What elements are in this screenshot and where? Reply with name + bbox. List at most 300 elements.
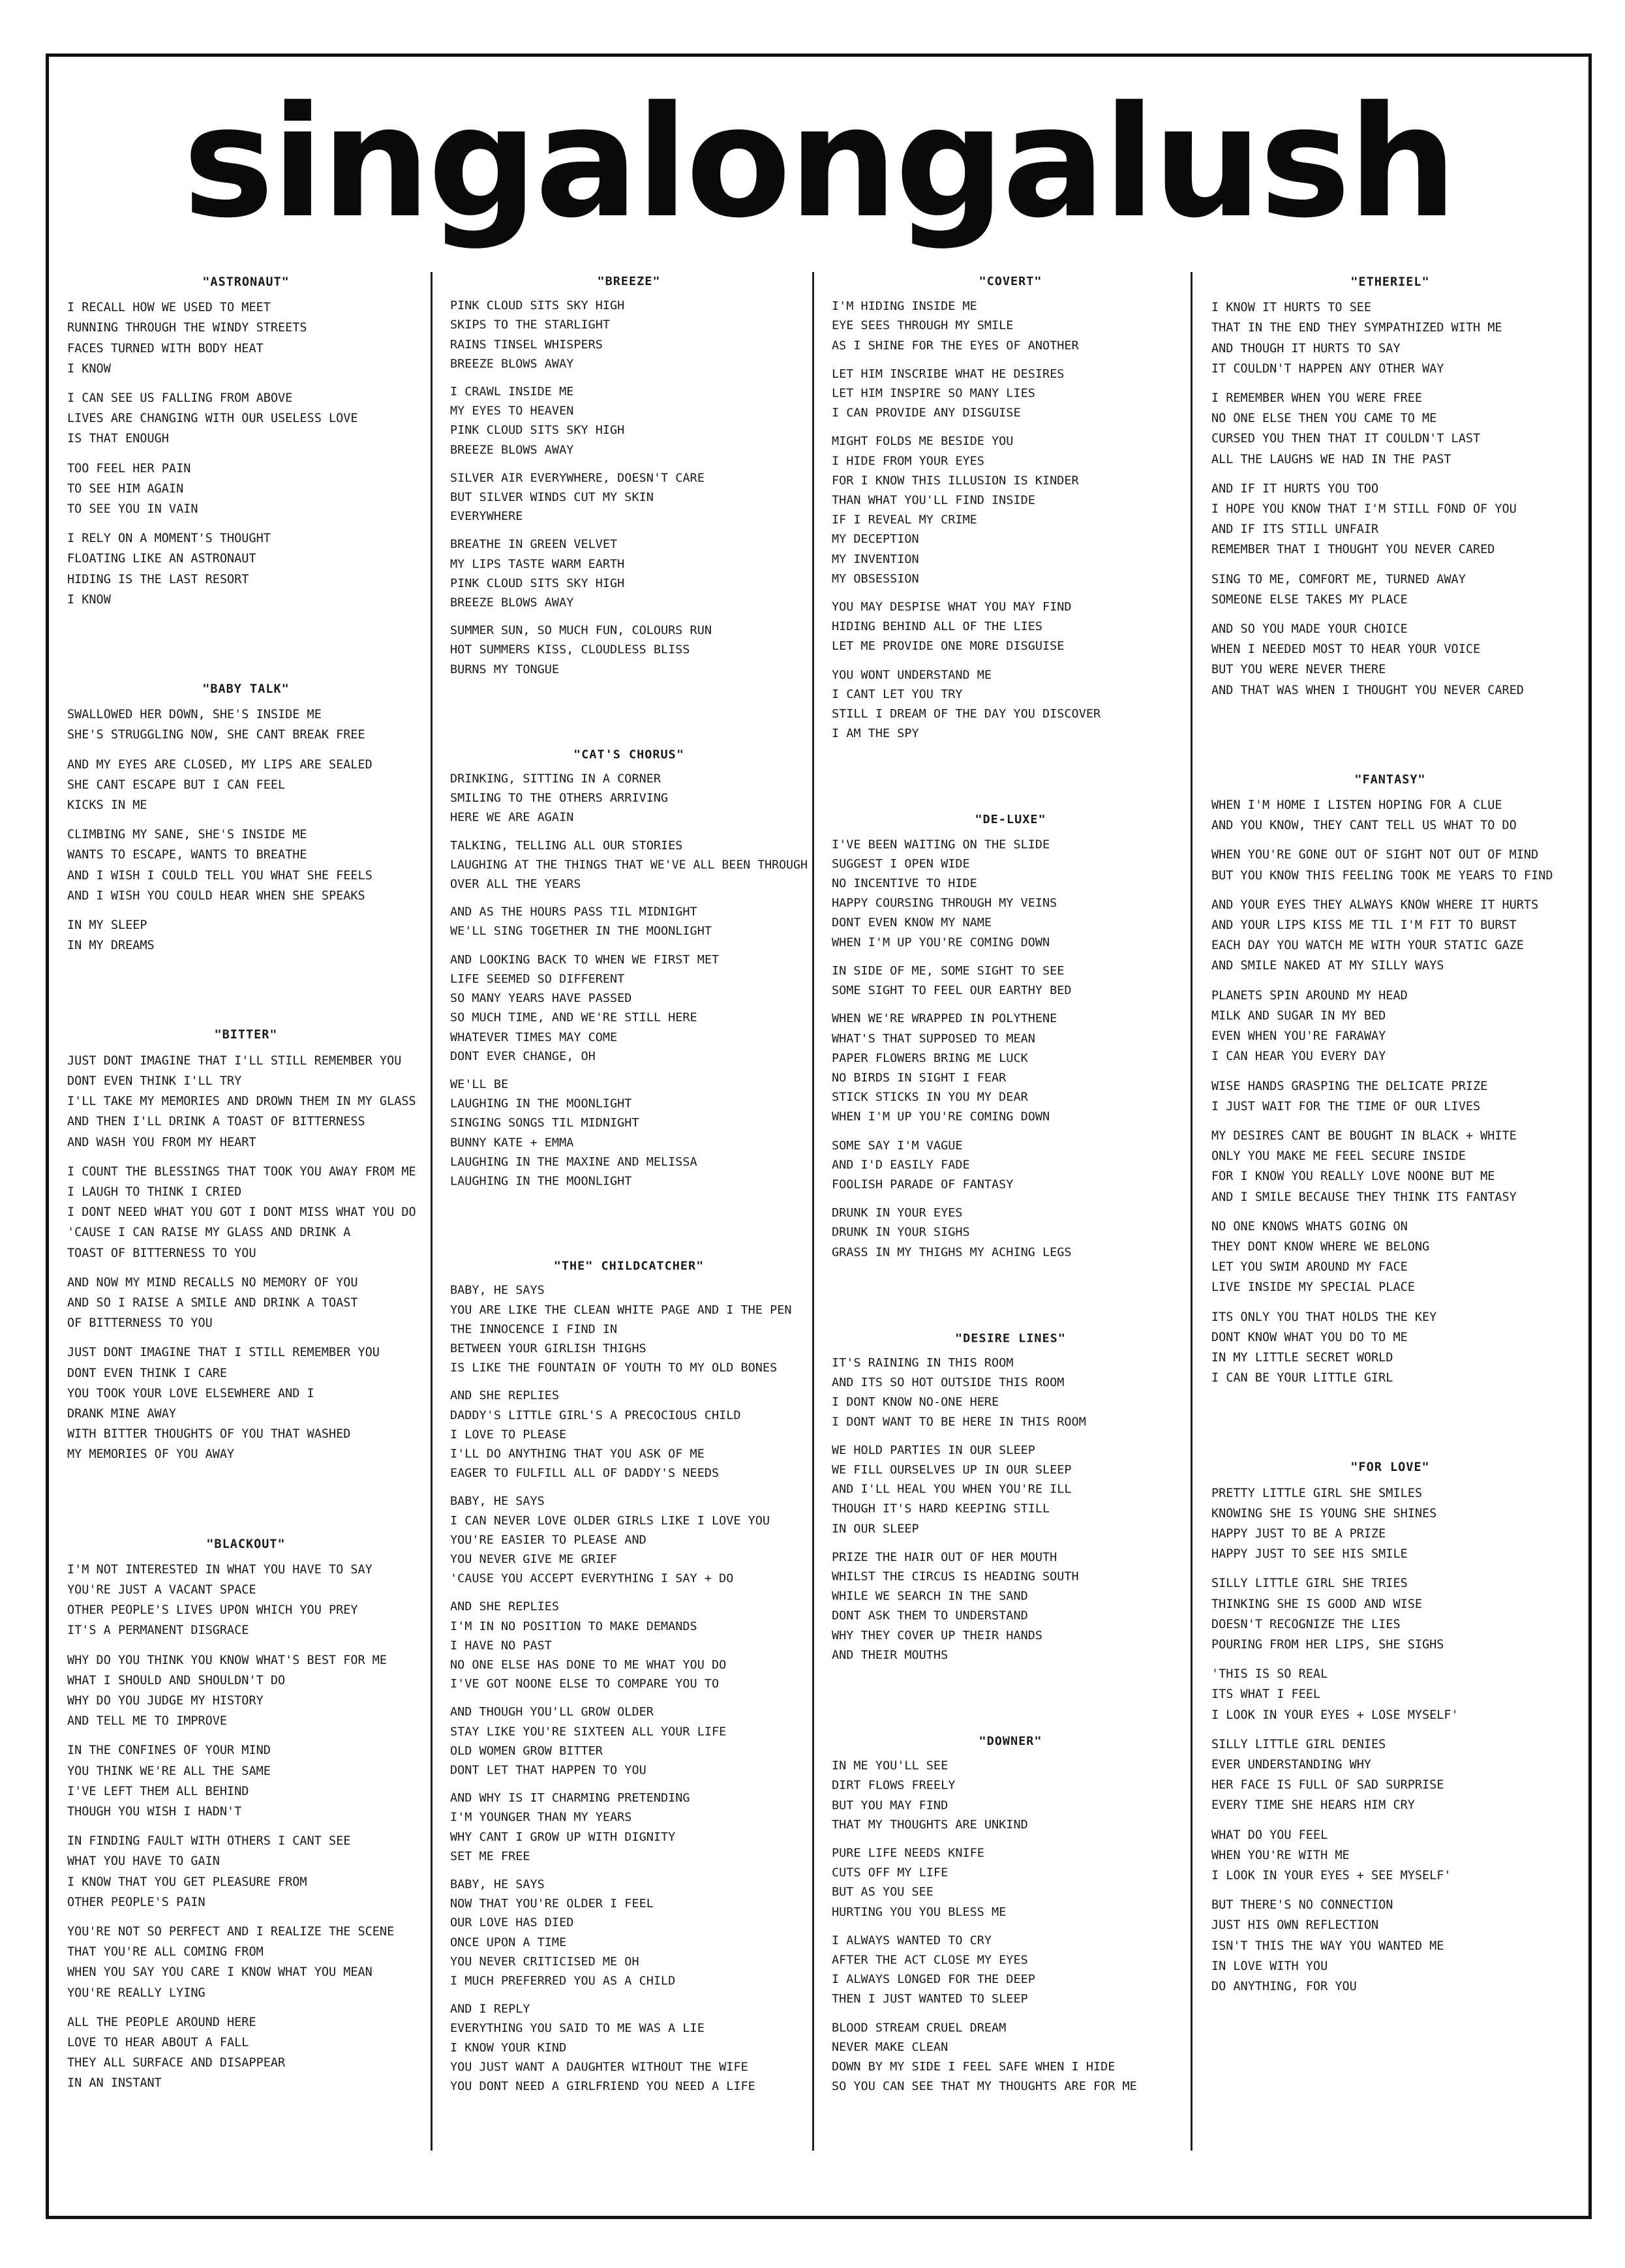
lyric-line: THAT MY THOUGHTS ARE UNKIND [832,1818,1028,1832]
lyric-line: EACH DAY YOU WATCH ME WITH YOUR STATIC GAZE [1211,939,1524,953]
lyric-line: EVEN WHEN YOU'RE FARAWAY [1211,1029,1386,1044]
lyric-line: AND LOOKING BACK TO WHEN WE FIRST MET [450,953,720,967]
lyric-line: AND ITS SO HOT OUTSIDE THIS ROOM [832,1376,1065,1389]
lyric-line: AND IF IT HURTS YOU TOO [1211,481,1379,496]
song-title: "ASTRONAUT" [202,275,290,289]
lyric-line: LOVE TO HEAR ABOUT A FALL [67,2036,249,2050]
lyric-line: AND IF ITS STILL UNFAIR [1211,522,1379,537]
song [1211,272,1569,701]
lyric-line: NO BIRDS IN SIGHT I FEAR [832,1071,1007,1085]
lyric-line: DRANK MINE AWAY [67,1406,177,1421]
lyric-line: 'CAUSE I CAN RAISE MY GLASS AND DRINK A [67,1226,351,1240]
lyric-line: YOU NEVER CRITICISED ME OH [450,1955,639,1969]
stanza [832,364,1189,423]
lyric-line: I KNOW [67,592,111,607]
lyric-line: I'M NOT INTERESTED IN WHAT YOU HAVE TO SAY [67,1562,372,1577]
lyric-line: FLOATING LIKE AN ASTRONAUT [67,552,256,566]
lyric-line: DONT EVER CHANGE, OH [450,1050,596,1063]
lyric-line: I CANT LET YOU TRY [832,688,963,701]
lyric-line: SO YOU CAN SEE THAT MY THOUGHTS ARE FOR ME [832,2079,1137,2093]
song-title: "COVERT" [979,275,1042,289]
stanza [450,1875,808,1991]
lyric-line: WHAT YOU HAVE TO GAIN [67,1854,220,1869]
lyric-line: SOME SIGHT TO FEEL OUR EARTHY BED [832,984,1072,997]
lyric-line: AND SHE REPLIES [450,1389,560,1403]
stanza [450,621,808,679]
lyric-line: SILLY LITTLE GIRL DENIES [1211,1737,1386,1751]
lyric-line: I JUST WAIT FOR THE TIME OF OUR LIVES [1211,1099,1481,1113]
lyric-line: I DONT WANT TO BE HERE IN THIS ROOM [832,1415,1086,1429]
lyric-line: IN MY LITTLE SECRET WORLD [1211,1350,1393,1365]
lyric-line: LIVE INSIDE MY SPECIAL PLACE [1211,1280,1415,1295]
lyric-line: WE'LL BE [450,1078,509,1091]
lyric-line: WHEN I'M UP YOU'RE COMING DOWN [832,935,1050,950]
stanza [450,769,808,827]
lyric-line: THAT IN THE END THEY SYMPATHIZED WITH ME [1211,321,1502,335]
stanza [1211,1217,1569,1298]
lyric-line: NO INCENTIVE TO HIDE [832,877,977,890]
lyric-line: DO ANYTHING, FOR YOU [1211,1980,1357,1994]
lyric-line: LET HIM INSPIRE SO MANY LIES [832,387,1035,401]
lyric-line: BUT YOU KNOW THIS FEELING TOOK ME YEARS TO FIND [1211,868,1553,883]
lyric-line: JUST DONT IMAGINE THAT I'LL STILL REMEMBER YOU [67,1053,402,1068]
lyric-line: NO ONE KNOWS WHATS GOING ON [1211,1219,1408,1233]
lyric-line: WE HOLD PARTIES IN OUR SLEEP [832,1444,1035,1457]
lyric-line: I'M IN NO POSITION TO MAKE DEMANDS [450,1620,697,1633]
lyric-line: THOUGH IT'S HARD KEEPING STILL [832,1502,1050,1516]
stanza [67,1650,425,1732]
lyric-line: I RECALL HOW WE USED TO MEET [67,301,271,315]
stanza [450,1597,808,1694]
lyric-line: AND THAT WAS WHEN I THOUGHT YOU NEVER CARED [1211,683,1524,697]
lyric-line: THAN WHAT YOU'LL FIND INSIDE [832,494,1035,507]
lyric-line: I ALWAYS WANTED TO CRY [832,1933,992,1948]
lyric-line: I'VE GOT NOONE ELSE TO COMPARE YOU TO [450,1678,720,1691]
lyric-line: TO SEE YOU IN VAIN [67,502,198,517]
lyric-line: AND YOU KNOW, THEY CANT TELL US WHAT TO DO [1211,819,1517,833]
song [67,1474,425,2094]
song-title: "BLACKOUT" [206,1537,286,1551]
lyric-line: LIVES ARE CHANGING WITH OUR USELESS LOVE [67,412,358,426]
lyric-line: GRASS IN MY THIGHS MY ACHING LEGS [832,1245,1072,1259]
lyric-line: HAPPY COURSING THROUGH MY VEINS [832,896,1057,911]
lyric-line: 'THIS IS SO REAL [1211,1667,1328,1682]
lyric-line: DADDY'S LITTLE GIRL'S A PRECOCIOUS CHILD [450,1408,741,1422]
song-title: "BABY TALK" [202,682,290,697]
stanza [832,665,1189,744]
lyric-line: IT'S RAINING IN THIS ROOM [832,1356,1014,1370]
lyric-line: SET ME FREE [450,1850,530,1864]
lyric-line: JUST HIS OWN REFLECTION [1211,1918,1379,1933]
lyric-line: MY INVENTION [832,552,919,566]
lyric-line: I LAUGH TO THINK I CRIED [67,1185,242,1199]
stanza [450,1387,808,1483]
lyric-line: BETWEEN YOUR GIRLISH THIGHS [450,1342,646,1355]
stanza [832,432,1189,588]
lyric-line: I KNOW IT HURTS TO SEE [1211,301,1372,315]
lyric-line: MY MEMORIES OF YOU AWAY [67,1447,235,1462]
stanza [832,961,1189,1001]
lyric-line: SKIPS TO THE STARLIGHT [450,318,611,332]
lyric-line: AND MY EYES ARE CLOSED, MY LIPS ARE SEALED [67,757,372,772]
stanza [832,1757,1189,1835]
stanza [1211,1895,1569,1997]
song [67,272,425,610]
stanza [1211,479,1569,560]
song [832,272,1189,744]
lyric-line: ONLY YOU MAKE ME FEEL SECURE INSIDE [1211,1149,1466,1164]
lyric-line: DONT EVEN THINK I CARE [67,1366,228,1380]
stanza [1211,1573,1569,1655]
lyrics-column-4 [1211,272,1569,2006]
lyric-line: REMEMBER THAT I THOUGHT YOU NEVER CARED [1211,543,1495,557]
lyrics-column-1 [67,272,425,2103]
song-title: "BREEZE" [597,275,661,288]
song-title: "FOR LOVE" [1350,1460,1430,1475]
lyric-line: WHILST THE CIRCUS IS HEADING SOUTH [832,1570,1079,1584]
lyric-line: AND I REPLY [450,2003,530,2016]
stanza [1211,845,1569,885]
lyric-line: DOESN'T RECOGNIZE THE LIES [1211,1617,1401,1631]
lyric-line: BABY, HE SAYS [450,1284,545,1297]
lyric-line: WHY THEY COVER UP THEIR HANDS [832,1629,1043,1642]
lyric-line: SOME SAY I'M VAGUE [832,1138,963,1153]
stanza [67,1342,425,1464]
lyric-line: JUST DONT IMAGINE THAT I STILL REMEMBER YOU [67,1346,380,1360]
lyric-line: POURING FROM HER LIPS, SHE SIGHS [1211,1637,1444,1652]
lyric-line: YOU THINK WE'RE ALL THE SAME [67,1764,271,1778]
song [1211,710,1569,1388]
stanza [450,950,808,1066]
lyric-line: IN ME YOU'LL SEE [832,1759,949,1773]
song-title: "DESIRE LINES" [955,1331,1066,1346]
stanza [1211,1734,1569,1816]
lyrics-column-2 [450,272,808,2105]
stanza [67,1162,425,1263]
stanza [1211,297,1569,379]
lyric-line: I LOOK IN YOUR EYES + LOSE MYSELF' [1211,1708,1459,1722]
lyric-line: WHILE WE SEARCH IN THE SAND [832,1590,1028,1603]
lyric-line: WHAT'S THAT SUPPOSED TO MEAN [832,1032,1035,1046]
lyric-line: ITS ONLY YOU THAT HOLDS THE KEY [1211,1310,1437,1324]
stanza [450,2000,808,2096]
lyric-line: IT'S A PERMANENT DISGRACE [67,1624,249,1638]
lyric-line: ISN'T THIS THE WAY YOU WANTED ME [1211,1939,1444,1953]
song-title: "DOWNER" [979,1734,1042,1748]
lyric-line: I CAN BE YOUR LITTLE GIRL [1211,1371,1393,1385]
lyric-line: SHE CANT ESCAPE BUT I CAN FEEL [67,778,286,792]
lyric-line: EVER UNDERSTANDING WHY [1211,1757,1372,1772]
lyric-line: I ALWAYS LONGED FOR THE DEEP [832,1973,1035,1987]
song [832,1271,1189,1665]
lyric-line: HOT SUMMERS KISS, CLOUDLESS BLISS [450,643,690,657]
lyric-line: I RELY ON A MOMENT'S THOUGHT [67,532,271,546]
lyric-line: WHY DO YOU THINK YOU KNOW WHAT'S BEST FOR ME [67,1653,387,1667]
lyric-line: ALL THE PEOPLE AROUND HERE [67,2015,256,2029]
lyric-line: I LOOK IN YOUR EYES + SEE MYSELF' [1211,1869,1451,1882]
lyric-line: TALKING, TELLING ALL OUR STORIES [450,839,683,853]
lyric-line: I'VE BEEN WAITING ON THE SLIDE [832,838,1050,851]
lyric-line: KNOWING SHE IS YOUNG SHE SHINES [1211,1506,1437,1520]
lyric-line: THOUGH YOU WISH I HADN'T [67,1804,242,1819]
song-title: "DE-LUXE" [975,813,1046,827]
stanza [832,1931,1189,2009]
lyric-line: IN LOVE WITH YOU [1211,1959,1328,1973]
stanza [832,1353,1189,1432]
lyric-line: MY DESIRES CANT BE BOUGHT IN BLACK + WHITE [1211,1128,1517,1143]
song [67,965,425,1464]
lyric-line: KICKS IN ME [67,798,147,813]
lyric-line: DRINKING, SITTING IN A CORNER [450,772,661,786]
song [832,752,1189,1262]
stanza [450,1789,808,1866]
lyric-line: BUT AS YOU SEE [832,1886,934,1899]
lyric-line: THEY DONT KNOW WHERE WE BELONG [1211,1239,1430,1254]
song [450,688,808,1191]
lyric-line: I KNOW THAT YOU GET PLEASURE FROM [67,1875,307,1889]
lyric-line: I CAN HEAR YOU EVERY DAY [1211,1050,1386,1064]
lyric-line: LET ME PROVIDE ONE MORE DISGUISE [832,639,1065,654]
lyric-line: OTHER PEOPLE'S LIVES UPON WHICH YOU PREY [67,1603,358,1618]
lyric-line: I DONT NEED WHAT YOU GOT I DONT MISS WHAT YOU DO [67,1205,416,1220]
lyric-line: CURSED YOU THEN THAT IT COULDN'T LAST [1211,432,1481,446]
stanza [67,824,425,906]
lyric-line: I COUNT THE BLESSINGS THAT TOOK YOU AWAY FROM ME [67,1164,416,1179]
lyric-line: NOW THAT YOU'RE OLDER I FEEL [450,1897,654,1911]
lyric-line: YOU WONT UNDERSTAND ME [832,668,992,682]
lyric-line: LAUGHING IN THE MOONLIGHT [450,1097,632,1111]
song-title: "CAT'S CHORUS" [573,748,684,761]
lyric-line: I KNOW YOUR KIND [450,2041,567,2055]
lyric-line: AND I SMILE BECAUSE THEY THINK ITS FANTASY [1211,1190,1517,1204]
lyric-line: WE'LL SING TOGETHER IN THE MOONLIGHT [450,925,712,939]
lyric-line: I LOVE TO PLEASE [450,1428,567,1442]
stanza [67,1740,425,1822]
lyric-line: THAT YOU'RE ALL COMING FROM [67,1945,264,1959]
lyric-line: WHEN WE'RE WRAPPED IN POLYTHENE [832,1012,1057,1026]
lyric-line: SING TO ME, COMFORT ME, TURNED AWAY [1211,572,1466,586]
song-title: "BITTER" [214,1028,278,1042]
lyric-line: IN AN INSTANT [67,2076,162,2091]
lyric-line: LAUGHING AT THE THINGS THAT WE'VE ALL BEEN THROUGH [450,858,808,872]
lyric-line: HERE WE ARE AGAIN [450,811,574,824]
lyric-line: NO ONE ELSE HAS DONE TO ME WHAT YOU DO [450,1658,727,1672]
lyric-line: I AM THE SPY [832,727,919,740]
lyric-line: AND WHY IS IT CHARMING PRETENDING [450,1792,690,1806]
lyric-line: I HIDE FROM YOUR EYES [832,454,984,468]
lyric-line: I DONT KNOW NO-ONE HERE [832,1395,999,1409]
lyric-line: LIFE SEEMED SO DIFFERENT [450,973,625,986]
lyric-line: WHEN YOU'RE GONE OUT OF SIGHT NOT OUT OF MIND [1211,848,1539,862]
column-divider [1191,272,1192,2151]
lyric-line: BREEZE BLOWS AWAY [450,357,574,370]
stanza [450,836,808,894]
lyric-line: PAPER FLOWERS BRING ME LUCK [832,1051,1028,1065]
lyric-line: SUGGEST I OPEN WIDE [832,857,970,871]
lyric-line: BUNNY KATE + EMMA [450,1136,574,1149]
lyric-line: OLD WOMEN GROW BITTER [450,1744,603,1758]
stanza [1211,1825,1569,1886]
lyric-line: CLIMBING MY SANE, SHE'S INSIDE ME [67,828,307,842]
lyric-line: WHY CANT I GROW UP WITH DIGNITY [450,1830,676,1844]
lyric-line: AND THOUGH IT HURTS TO SAY [1211,341,1401,355]
lyric-line: ITS WHAT I FEEL [1211,1687,1321,1702]
lyric-line: BABY, HE SAYS [450,1494,545,1508]
lyric-line: I HOPE YOU KNOW THAT I'M STILL FOND OF YOU [1211,502,1517,517]
stanza [67,1051,425,1153]
lyric-line: DONT KNOW WHAT YOU DO TO ME [1211,1330,1408,1344]
stanza [450,1702,808,1780]
lyric-line: IN MY DREAMS [67,939,155,953]
stanza [1211,619,1569,701]
lyric-line: AND SHE REPLIES [450,1600,560,1614]
stanza [1211,1664,1569,1725]
lyric-line: DONT EVEN KNOW MY NAME [832,916,992,930]
lyric-line: DRUNK IN YOUR SIGHS [832,1226,970,1239]
lyric-line: I'VE LEFT THEM ALL BEHIND [67,1784,249,1798]
lyric-line: EVERYTHING YOU SAID TO ME WAS A LIE [450,2022,705,2035]
lyric-line: YOU'RE EASIER TO PLEASE AND [450,1534,646,1547]
song-title: "THE" CHILDCATCHER" [553,1260,705,1273]
lyric-line: AND TELL ME TO IMPROVE [67,1714,228,1729]
stanza [832,1203,1189,1262]
lyric-line: EYE SEES THROUGH MY SMILE [832,319,1014,333]
lyric-line: YOU'RE NOT SO PERFECT AND I REALIZE THE SCENE [67,1925,395,1939]
lyric-line: NO ONE ELSE THEN YOU CAME TO ME [1211,412,1437,426]
lyric-line: HURTING YOU YOU BLESS ME [832,1905,1007,1919]
lyric-line: WHATEVER TIMES MAY COME [450,1031,618,1044]
lyric-line: WHAT I SHOULD AND SHOULDN'T DO [67,1673,286,1687]
lyric-line: IS THAT ENOUGH [67,432,169,446]
lyric-line: AND THEN I'LL DRINK A TOAST OF BITTERNESS [67,1115,365,1129]
stanza [832,835,1189,952]
lyric-line: AND THOUGH YOU'LL GROW OLDER [450,1706,654,1719]
song [450,272,808,679]
column-divider [812,272,814,2151]
lyric-line: TOAST OF BITTERNESS TO YOU [67,1246,256,1260]
lyric-line: YOU'RE JUST A VACANT SPACE [67,1582,256,1597]
lyric-line: RAINS TINSEL WHISPERS [450,338,603,352]
stanza [1211,895,1569,976]
stanza [1211,795,1569,836]
lyric-line: AND SMILE NAKED AT MY SILLY WAYS [1211,959,1444,973]
lyric-line: OTHER PEOPLE'S PAIN [67,1895,205,1909]
lyric-line: MY EYES TO HEAVEN [450,404,574,418]
lyric-line: YOU'RE REALLY LYING [67,1986,205,2000]
lyric-line: HIDING BEHIND ALL OF THE LIES [832,620,1043,634]
lyric-line: STILL I DREAM OF THE DAY YOU DISCOVER [832,707,1101,721]
lyric-line: YOU TOOK YOUR LOVE ELSEWHERE AND I [67,1386,314,1400]
lyric-line: AS I SHINE FOR THE EYES OF ANOTHER [832,339,1079,352]
stanza [450,382,808,460]
lyric-line: THINKING SHE IS GOOD AND WISE [1211,1597,1423,1611]
lyric-line: I'M YOUNGER THAN MY YEARS [450,1811,632,1824]
lyric-line: ONCE UPON A TIME [450,1936,567,1950]
lyric-line: THEY ALL SURFACE AND DISAPPEAR [67,2056,286,2070]
lyric-line: LAUGHING IN THE MOONLIGHT [450,1175,632,1188]
lyric-line: PLANETS SPIN AROUND MY HEAD [1211,988,1408,1003]
stanza [832,597,1189,656]
lyric-line: SUMMER SUN, SO MUCH FUN, COLOURS RUN [450,624,712,638]
lyric-line: MIGHT FOLDS ME BESIDE YOU [832,434,1014,449]
lyric-line: PURE LIFE NEEDS KNIFE [832,1847,984,1860]
lyric-line: SILLY LITTLE GIRL SHE TRIES [1211,1577,1408,1591]
stanza [832,2018,1189,2096]
lyric-line: YOU DONT NEED A GIRLFRIEND YOU NEED A LIFE [450,2080,755,2093]
lyric-line: HAPPY JUST TO SEE HIS SMILE [1211,1547,1408,1562]
song [67,619,425,956]
stanza [67,1560,425,1641]
stanza [450,1075,808,1191]
lyric-sheet [46,53,1592,2219]
stanza [67,915,425,956]
lyric-line: AND YOUR EYES THEY ALWAYS KNOW WHERE IT HURTS [1211,898,1539,912]
lyric-line: DOWN BY MY SIDE I FEEL SAFE WHEN I HIDE [832,2060,1116,2074]
lyric-line: IN SIDE OF ME, SOME SIGHT TO SEE [832,964,1065,978]
lyric-line: IF I REVEAL MY CRIME [832,513,977,527]
stanza [67,704,425,745]
lyric-line: IN FINDING FAULT WITH OTHERS I CANT SEE [67,1834,351,1849]
lyric-line: WISE HANDS GRASPING THE DELICATE PRIZE [1211,1079,1488,1093]
lyric-line: WHEN I'M UP YOU'RE COMING DOWN [832,1110,1050,1124]
lyric-line: 'CAUSE YOU ACCEPT EVERYTHING I SAY + DO [450,1572,734,1586]
lyric-line: THEN I JUST WANTED TO SLEEP [832,1992,1028,2006]
lyric-line: THE INNOCENCE I FIND IN [450,1323,618,1336]
lyric-line: YOU NEVER GIVE ME GRIEF [450,1552,618,1566]
lyric-line: AND I'D EASILY FADE [832,1158,970,1172]
lyric-line: OF BITTERNESS TO YOU [67,1316,213,1331]
lyric-line: FACES TURNED WITH BODY HEAT [67,341,264,355]
lyric-line: BUT SILVER WINDS CUT MY SKIN [450,491,654,504]
song-title: "FANTASY" [1354,772,1426,787]
lyric-line: YOU ARE LIKE THE CLEAN WHITE PAGE AND I THE PEN [450,1303,792,1317]
lyric-line: SILVER AIR EVERYWHERE, DOESN'T CARE [450,471,705,485]
lyric-line: STICK STICKS IN YOU MY DEAR [832,1091,1028,1104]
lyric-line: IN MY SLEEP [67,918,147,933]
stanza [450,468,808,526]
lyric-line: MY OBSESSION [832,572,919,586]
lyric-line: BLOOD STREAM CRUEL DREAM [832,2021,1007,2034]
stanza [832,1441,1189,1539]
lyric-line: CUTS OFF MY LIFE [832,1866,949,1880]
lyric-line: TO SEE HIM AGAIN [67,481,184,496]
stanza [832,1843,1189,1922]
lyric-line: I REMEMBER WHEN YOU WERE FREE [1211,391,1423,406]
lyric-line: PINK CLOUD SITS SKY HIGH [450,424,625,438]
lyric-line: WHEN I'M HOME I LISTEN HOPING FOR A CLUE [1211,798,1502,813]
lyric-line: I CAN PROVIDE ANY DISGUISE [832,406,1021,420]
lyric-line: ALL THE LAUGHS WE HAD IN THE PAST [1211,452,1451,466]
lyric-line: AFTER THE ACT CLOSE MY EYES [832,1953,1028,1967]
stanza [832,1136,1189,1194]
lyric-line: I'LL DO ANYTHING THAT YOU ASK OF ME [450,1447,705,1461]
lyric-line: WHEN YOU SAY YOU CARE I KNOW WHAT YOU MEAN [67,1965,372,1980]
lyric-line: BUT YOU WERE NEVER THERE [1211,663,1386,677]
lyric-line: AND WASH YOU FROM MY HEART [67,1135,256,1149]
lyric-line: BABY, HE SAYS [450,1878,545,1892]
stanza [67,1922,425,2003]
stanza [450,296,808,374]
lyric-line: SOMEONE ELSE TAKES MY PLACE [1211,592,1408,607]
lyric-line: IT COULDN'T HAPPEN ANY OTHER WAY [1211,361,1444,376]
lyric-line: DONT LET THAT HAPPEN TO YOU [450,1764,646,1777]
lyric-line: I CAN NEVER LOVE OLDER GIRLS LIKE I LOVE YOU [450,1514,770,1528]
lyric-line: BUT YOU MAY FIND [832,1798,949,1812]
lyric-line: WITH BITTER THOUGHTS OF YOU THAT WASHED [67,1427,351,1442]
stanza [450,1492,808,1588]
lyric-line: AND THEIR MOUTHS [832,1648,949,1662]
lyric-line: DIRT FLOWS FREELY [832,1779,956,1792]
